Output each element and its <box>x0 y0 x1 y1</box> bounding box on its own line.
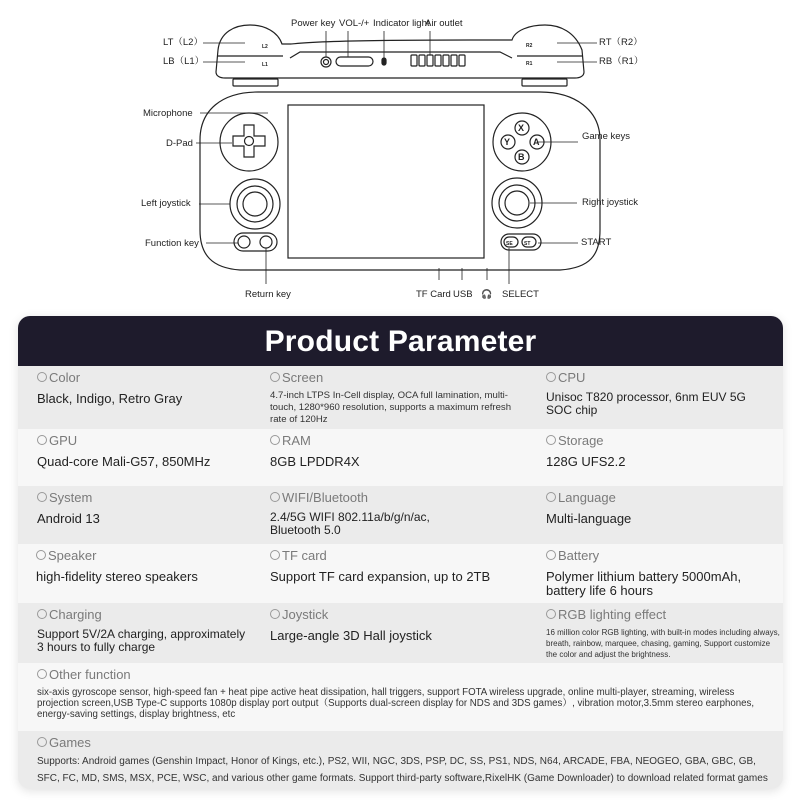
label-usb: USB <box>453 289 473 300</box>
air-outlet-icon <box>411 55 465 66</box>
spec-joystick <box>251 603 527 663</box>
device-diagram <box>0 0 800 310</box>
spec-value: Polymer lithium battery 5000mAh, battery life 6 hours <box>546 569 742 598</box>
label-dpad: D-Pad <box>166 138 193 149</box>
label-lt: LT（L2） <box>163 37 203 48</box>
label-right-joystick: Right joystick <box>582 197 638 208</box>
spec-value: 2.4/5G WIFI 802.11a/b/g/n/ac, Bluetooth 5.0 <box>270 510 430 537</box>
label-volume: VOL-/+ <box>339 18 370 29</box>
power-key-icon <box>321 57 331 67</box>
spec-label: WIFI/Bluetooth <box>282 490 368 505</box>
circle-bullet-icon <box>546 550 556 560</box>
r1-mark: R1 <box>526 61 533 67</box>
x-key-label: X <box>518 123 525 133</box>
panel-title: Product Parameter <box>18 316 783 366</box>
spec-label: Games <box>49 735 91 750</box>
spec-value: Support 5V/2A charging, approximately 3 hours to fully charge <box>37 627 246 654</box>
spec-color <box>18 366 251 429</box>
spec-value: Quad-core Mali-G57, 850MHz <box>37 454 211 469</box>
spec-value: 128G UFS2.2 <box>546 454 626 469</box>
spec-value: Support TF card expansion, up to 2TB <box>270 569 491 584</box>
spec-row <box>18 429 783 486</box>
y-key-label: Y <box>504 137 511 147</box>
label-rt: RT（R2） <box>599 37 643 48</box>
spec-battery <box>527 544 783 603</box>
circle-bullet-icon <box>270 609 280 619</box>
spec-label: Storage <box>558 433 604 448</box>
spec-label: Battery <box>558 548 600 563</box>
spec-language <box>527 486 783 544</box>
label-rb: RB（R1） <box>599 56 644 67</box>
spec-value: 8GB LPDDR4X <box>270 454 360 469</box>
spec-label: CPU <box>558 370 586 385</box>
spec-label: Speaker <box>48 548 97 563</box>
circle-bullet-icon <box>546 609 556 619</box>
volume-rocker-icon <box>336 57 373 66</box>
circle-bullet-icon <box>37 609 47 619</box>
r2-mark: R2 <box>526 43 533 49</box>
spec-row <box>18 544 783 603</box>
circle-bullet-icon <box>37 492 47 502</box>
spec-gpu <box>18 429 251 486</box>
spec-label: RAM <box>282 433 311 448</box>
spec-label: System <box>49 490 93 505</box>
spec-label: RGB lighting effect <box>558 607 667 622</box>
dpad-icon <box>233 125 265 157</box>
label-select: SELECT <box>502 289 539 300</box>
spec-value: Android 13 <box>37 511 100 526</box>
label-start: START <box>581 237 612 248</box>
label-air-outlet: Air outlet <box>425 18 463 29</box>
screen <box>288 105 484 258</box>
spec-label: Screen <box>282 370 324 385</box>
spec-storage <box>527 429 783 486</box>
label-microphone: Microphone <box>143 108 193 119</box>
device-outline-drawing <box>0 0 800 310</box>
return-key-icon <box>260 236 272 248</box>
circle-bullet-icon <box>37 435 47 445</box>
spec-ram <box>251 429 527 486</box>
function-key-icon <box>238 236 250 248</box>
spec-screen <box>251 366 527 429</box>
spec-system <box>18 486 251 544</box>
spec-row <box>18 366 783 429</box>
a-key-label: A <box>533 137 540 147</box>
spec-label: Joystick <box>282 607 329 622</box>
spec-wifi-bluetooth <box>251 486 527 544</box>
circle-bullet-icon <box>546 372 556 382</box>
select-mark: SE <box>506 241 513 247</box>
spec-tf-card <box>251 544 527 603</box>
spec-row <box>18 731 783 789</box>
spec-label: Other function <box>49 667 131 682</box>
circle-bullet-icon <box>270 435 280 445</box>
spec-value: Multi-language <box>546 511 632 526</box>
headphone-icon: 🎧 <box>481 289 493 299</box>
label-function-key: Function key <box>145 238 199 249</box>
spec-label: GPU <box>49 433 78 448</box>
spec-value: six-axis gyroscope sensor, high-speed fan + heat pipe active heat dissipation, hall triggers, support FOTA wireless upgrade, online multi-player, streaming, wireless projection screen,USB Type-C supports 1080p display port output（Supports dual-screen display for NDS and 3DS games）, vibration motor,3.5mm stereo earphones, energy-saving settings, display brightness, etc <box>37 687 755 720</box>
label-power-key: Power key <box>291 18 336 29</box>
circle-bullet-icon <box>37 372 47 382</box>
circle-bullet-icon <box>270 550 280 560</box>
l2-mark: L2 <box>262 44 268 50</box>
label-game-keys: Game keys <box>582 131 631 142</box>
spec-row <box>18 663 783 731</box>
label-return-key: Return key <box>245 289 291 300</box>
spec-cpu <box>527 366 783 429</box>
indicator-light-icon <box>382 58 386 65</box>
start-mark: ST <box>524 241 531 247</box>
spec-row <box>18 603 783 663</box>
circle-bullet-icon <box>37 669 47 679</box>
label-indicator-light: Indicator light <box>373 18 430 29</box>
spec-label: Language <box>558 490 616 505</box>
circle-bullet-icon <box>36 550 46 560</box>
spec-value: Black, Indigo, Retro Gray <box>37 391 183 406</box>
spec-value: high-fidelity stereo speakers <box>36 569 198 584</box>
spec-other-function <box>18 663 783 731</box>
spec-rgb-lighting <box>527 603 783 663</box>
circle-bullet-icon <box>546 435 556 445</box>
spec-value: Unisoc T820 processor, 6nm EUV 5G SOC chip <box>546 390 746 417</box>
dpad-ring <box>220 113 278 171</box>
label-tf-card: TF Card <box>416 289 451 300</box>
spec-label: Color <box>49 370 81 385</box>
spec-value: Supports: Android games (Genshin Impact, Honor of Kings, etc.), PS2, WII, NGC, 3DS, PSP, DC, SS, PS1, NDS, N64, ARCADE, FBA, NEOGEO, GBA, GBC, GB, SFC, FC, MD, SMS, MSX, PCE, WSC, and various other game formats. Support third-party software,RixelHK (Game Downloader) to download related format games <box>37 756 768 784</box>
spec-row <box>18 486 783 544</box>
spec-label: TF card <box>282 548 327 563</box>
b-key-label: B <box>518 152 525 162</box>
spec-games <box>18 731 783 789</box>
spec-charging <box>18 603 251 663</box>
spec-label: Charging <box>49 607 102 622</box>
spec-speaker <box>18 544 251 603</box>
label-left-joystick: Left joystick <box>141 198 191 209</box>
product-parameter-panel <box>18 316 783 789</box>
spec-value: 4.7-inch LTPS In-Cell display, OCA full lamination, multi-touch, 1280*960 resolution, supports a maximum refresh rate of 120Hz <box>270 390 512 425</box>
circle-bullet-icon <box>270 372 280 382</box>
label-lb: LB（L1） <box>163 56 205 67</box>
circle-bullet-icon <box>546 492 556 502</box>
l1-mark: L1 <box>262 62 268 68</box>
spec-value: Large-angle 3D Hall joystick <box>270 628 432 643</box>
circle-bullet-icon <box>270 492 280 502</box>
circle-bullet-icon <box>37 737 47 747</box>
spec-value: 16 million color RGB lighting, with built-in modes including always, breath, rainbow, marquee, chasing, gaming, Support customize the color and adjust the brightness. <box>546 628 780 659</box>
